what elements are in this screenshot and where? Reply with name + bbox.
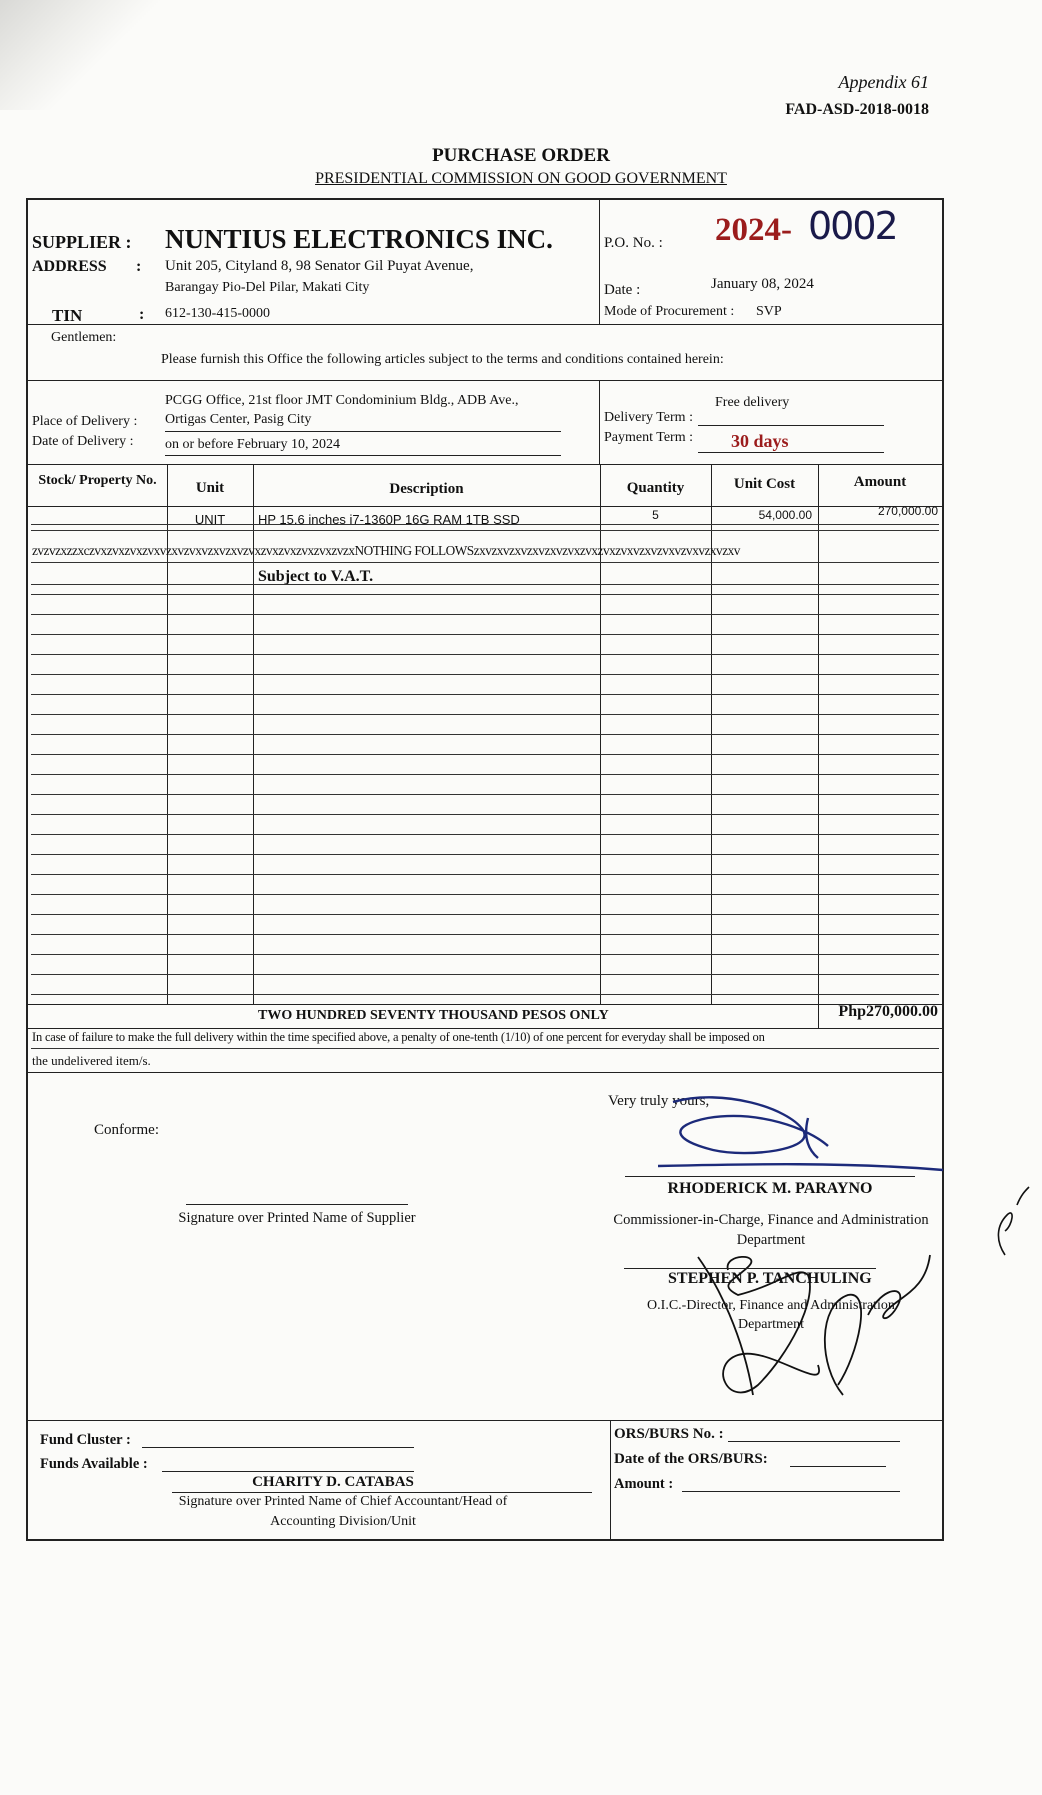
very-truly-yours: Very truly yours, [608, 1093, 710, 1109]
po-date: January 08, 2024 [711, 276, 814, 292]
item-quantity: 5 [652, 508, 659, 522]
agency-name: PRESIDENTIAL COMMISSION ON GOOD GOVERNMENT [315, 170, 727, 187]
delivery-place-label: Place of Delivery : [32, 414, 138, 429]
funds-available-field[interactable] [162, 1471, 414, 1472]
delivery-date-label: Date of Delivery : [32, 434, 134, 449]
tin-label: TIN [52, 306, 83, 325]
payment-term-underline [698, 452, 884, 453]
table-row-line [31, 584, 939, 585]
margin-initial-mark [985, 1185, 1035, 1265]
divider [28, 380, 942, 381]
supplier-signature-line [186, 1204, 408, 1205]
table-row-line [31, 734, 939, 735]
funds-available-label: Funds Available : [40, 1456, 148, 1472]
po-date-label: Date : [604, 282, 641, 298]
purchase-order-form [26, 198, 944, 1541]
ors-number-label: ORS/BURS No. : [614, 1426, 724, 1442]
address-line-2: Barangay Pio-Del Pilar, Makati City [165, 280, 370, 295]
table-row-line [31, 594, 939, 595]
tin-colon: : [139, 306, 145, 323]
address-label: ADDRESS [32, 258, 107, 275]
official-1-title-line-2: Department [736, 1232, 806, 1248]
divider [28, 1072, 942, 1073]
table-row-line [31, 530, 939, 531]
delivery-place-line-1: PCGG Office, 21st floor JMT Condominium Bldg., ADB Ave., [165, 393, 519, 408]
table-row-line [31, 854, 939, 855]
table-row-line [31, 834, 939, 835]
ors-amount-label: Amount : [614, 1476, 674, 1492]
official-2-title-line-2: Department [737, 1317, 805, 1332]
table-row-line [31, 914, 939, 915]
delivery-place-line-2: Ortigas Center, Pasig City [165, 412, 312, 427]
instruction-text: Please furnish this Office the following articles subject to the terms and conditions contained herein: [161, 352, 724, 367]
delivery-date-underline [165, 455, 561, 456]
ors-date-field[interactable] [790, 1466, 886, 1467]
address-line-1: Unit 205, Cityland 8, 98 Senator Gil Puyat Avenue, [165, 258, 474, 274]
divider [28, 324, 942, 325]
table-row-line [31, 674, 939, 675]
header-quantity: Quantity [626, 480, 685, 496]
divider [28, 464, 942, 465]
delivery-divider [599, 380, 600, 464]
po-number-label: P.O. No. : [604, 235, 663, 251]
table-row-line [31, 754, 939, 755]
po-number-printed: 2024- [715, 212, 792, 248]
header-unit: Unit [195, 480, 225, 496]
table-row-line [31, 994, 939, 995]
table-row-line [31, 654, 939, 655]
accountant-caption-line-1: Signature over Printed Name of Chief Accountant/Head of [178, 1494, 508, 1509]
parayno-signature-line [625, 1176, 915, 1177]
official-1-name: RHODERICK M. PARAYNO [667, 1180, 873, 1197]
table-row-line [31, 954, 939, 955]
divider [28, 1028, 942, 1029]
header-amount: Amount [853, 474, 907, 490]
procurement-mode-label: Mode of Procurement : [604, 304, 735, 319]
supplier-name: NUNTIUS ELECTRONICS INC. [165, 224, 553, 254]
table-row-line [31, 694, 939, 695]
header-description: Description [389, 481, 464, 497]
table-row-line [31, 874, 939, 875]
procurement-mode: SVP [756, 304, 782, 319]
accountant-caption-line-2: Accounting Division/Unit [270, 1514, 416, 1529]
delivery-term: Free delivery [715, 395, 790, 410]
accounting-divider [610, 1420, 611, 1539]
table-row-line [31, 562, 939, 563]
penalty-underline [31, 1048, 939, 1049]
vat-note: Subject to V.A.T. [258, 568, 374, 585]
conforme-label: Conforme: [94, 1122, 159, 1138]
ors-amount-field[interactable] [682, 1491, 900, 1492]
appendix-label: Appendix 61 [838, 72, 929, 92]
divider [28, 1004, 942, 1005]
payment-term-label: Payment Term : [604, 430, 693, 445]
official-2-title-line-1: O.I.C.-Director, Finance and Administration [647, 1298, 895, 1313]
parayno-signature [628, 1088, 948, 1178]
form-code: FAD-ASD-2018-0018 [785, 101, 929, 118]
supplier-label: SUPPLIER : [32, 232, 132, 252]
penalty-clause-line-1: In case of failure to make the full delivery within the time specified above, a penalty of one-tenth (1/10) of one percent for everyday shall be imposed on [32, 1030, 765, 1044]
table-row-line [31, 524, 939, 525]
place-underline [165, 431, 561, 432]
divider [28, 1420, 942, 1421]
penalty-clause-line-2: the undelivered item/s. [32, 1053, 151, 1068]
page-fold-shadow [0, 0, 160, 110]
delivery-term-underline [698, 425, 884, 426]
fund-cluster-field[interactable] [142, 1447, 414, 1448]
table-row-line [31, 794, 939, 795]
item-unit-cost: 54,000.00 [758, 508, 812, 522]
divider [28, 506, 942, 507]
accountant-name: CHARITY D. CATABAS [252, 1474, 414, 1490]
table-row-line [31, 814, 939, 815]
table-row-line [31, 634, 939, 635]
delivery-date: on or before February 10, 2024 [165, 437, 340, 452]
po-number-handwritten: 0002 [808, 204, 897, 248]
item-unit: UNIT [194, 512, 226, 527]
item-description: HP 15.6 inches i7-1360P 16G RAM 1TB SSD [258, 512, 520, 527]
table-row-line [31, 614, 939, 615]
table-row-line [31, 774, 939, 775]
official-1-title-line-1: Commissioner-in-Charge, Finance and Administration [613, 1212, 929, 1228]
tanchuling-signature-line [624, 1268, 876, 1269]
supplier-signature-caption: Signature over Printed Name of Supplier [178, 1210, 416, 1226]
ors-date-label: Date of the ORS/BURS: [614, 1451, 768, 1467]
table-row-line [31, 714, 939, 715]
gentlemen-label: Gentlemen: [51, 330, 117, 345]
table-row-line [31, 894, 939, 895]
table-row-line [31, 974, 939, 975]
total-amount: Php270,000.00 [838, 1003, 938, 1020]
ors-number-field[interactable] [728, 1441, 900, 1442]
table-row-line [31, 934, 939, 935]
payment-term: 30 days [731, 431, 789, 451]
tin-value: 612-130-415-0000 [165, 306, 270, 321]
total-in-words: TWO HUNDRED SEVENTY THOUSAND PESOS ONLY [258, 1008, 609, 1023]
official-2-name: STEPHEN P. TANCHULING [668, 1270, 872, 1287]
document-title: PURCHASE ORDER [432, 145, 610, 166]
delivery-term-label: Delivery Term : [604, 410, 693, 425]
header-unit-cost: Unit Cost [733, 476, 796, 492]
address-colon: : [136, 258, 142, 275]
item-amount: 270,000.00 [877, 504, 938, 518]
accountant-signature-line [172, 1492, 592, 1493]
supplier-divider [599, 200, 600, 324]
fund-cluster-label: Fund Cluster : [40, 1432, 131, 1448]
header-stock: Stock/ Property No. [38, 473, 157, 488]
nothing-follows-line: zvzvzxzzxczvxzvxzvxzvxvzxvzvxvzxvzxvzvxzvxzvxzvxzvxzvzxNOTHING FOLLOWSzxvzxvzxvzxvzxvzvxzvxzvxzvxvzxvzvxvzvxvzxvzxv [32, 543, 740, 558]
